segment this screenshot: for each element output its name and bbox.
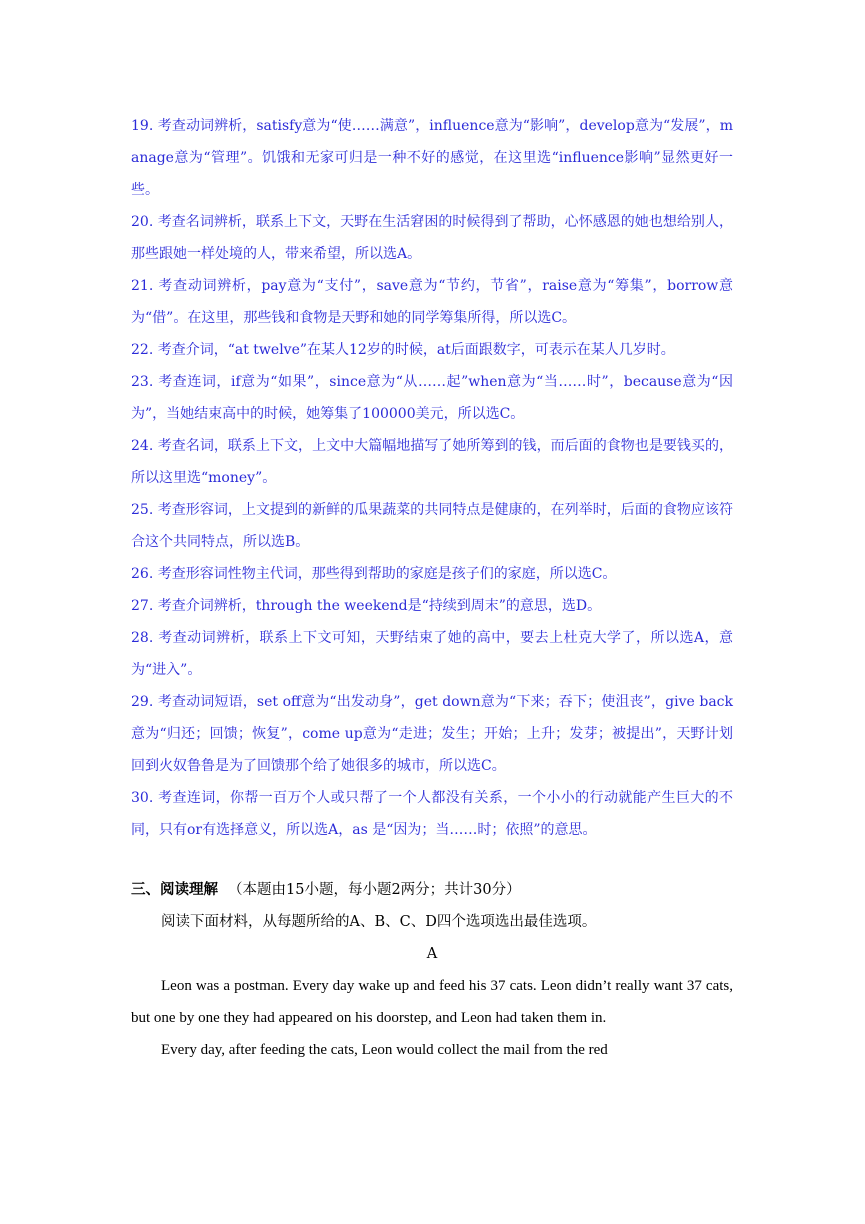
answer-23: 23. 考查连词，if意为“如果”，since意为“从……起”when意为“当……时”，because意为“因为”，当她结束高中的时候，她筹集了100000美元，所以选C。: [131, 374, 733, 422]
answer-27: 27. 考查介词辨析，through the weekend是“持续到周末”的意思，选D。: [131, 598, 602, 614]
instruction-text: 阅读下面材料，从每题所给的A、B、C、D四个选项选出最佳选项。: [161, 914, 597, 930]
answer-24: 24. 考查名词，联系上下文，上文中大篇幅地描写了她所筹到的钱，而后面的食物也是要钱买的，所以这里选“money”。: [131, 438, 733, 486]
document-page: [131, 110, 733, 1066]
answer-explanations: [131, 110, 733, 846]
answer-19: 19. 考查动词辨析，satisfy意为“使……满意”，influence意为“影响”，develop意为“发展”，manage意为“管理”。饥饿和无家可归是一种不好的感觉，在这里选“influence影响”显然更好一些。: [131, 118, 733, 198]
answer-21: 21. 考查动词辨析，pay意为“支付”，save意为“节约，节省”，raise意为“筹集”，borrow意为“借”。在这里，那些钱和食物是天野和她的同学筹集所得，所以选C。: [131, 278, 733, 326]
answer-20: 20. 考查名词辨析，联系上下文，天野在生活窘困的时候得到了帮助，心怀感恩的她也想给别人，那些跟她一样处境的人，带来希望，所以选A。: [131, 214, 733, 262]
answer-28: 28. 考查动词辨析，联系上下文可知，天野结束了她的高中，要去上杜克大学了，所以选A，意为“进入”。: [131, 630, 733, 678]
passage-paragraph-2: Every day, after feeding the cats, Leon would collect the mail from the red: [161, 1042, 608, 1058]
answer-22: 22. 考查介词，“at twelve”在某人12岁的时候，at后面跟数字，可表示在某人几岁时。: [131, 342, 675, 358]
answer-25: 25. 考查形容词，上文提到的新鲜的瓜果蔬菜的共同特点是健康的，在列举时，后面的食物应该符合这个共同特点，所以选B。: [131, 502, 733, 550]
section-title: 三、阅读理解: [131, 881, 218, 898]
answer-29: 29. 考查动词短语，set off意为“出发动身”，get down意为“下来；吞下；使沮丧”，give back意为“归还；回馈；恢复”，come up意为“走进；发生；开始；上升；发芽；被提出”，天野计划回到火奴鲁鲁是为了回馈那个给了她很多的城市，所以选C。: [131, 694, 733, 774]
section-note: （本题由15小题，每小题2两分；共计30分）: [228, 882, 521, 898]
passage-paragraph-1: Leon was a postman. Every day wake up and feed his 37 cats. Leon didn’t really want 37 cats, but one by one they had appeared on his doorstep, and Leon had taken them in.: [131, 978, 733, 1026]
passage-label: A: [426, 946, 438, 962]
answer-26: 26. 考查形容词性物主代词，那些得到帮助的家庭是孩子们的家庭，所以选C。: [131, 566, 617, 582]
section-heading: [131, 874, 733, 906]
answer-30: 30. 考查连词，你帮一百万个人或只帮了一个人都没有关系，一个小小的行动就能产生巨大的不同，只有or有选择意义，所以选A，as 是“因为；当……时；依照”的意思。: [131, 790, 733, 838]
